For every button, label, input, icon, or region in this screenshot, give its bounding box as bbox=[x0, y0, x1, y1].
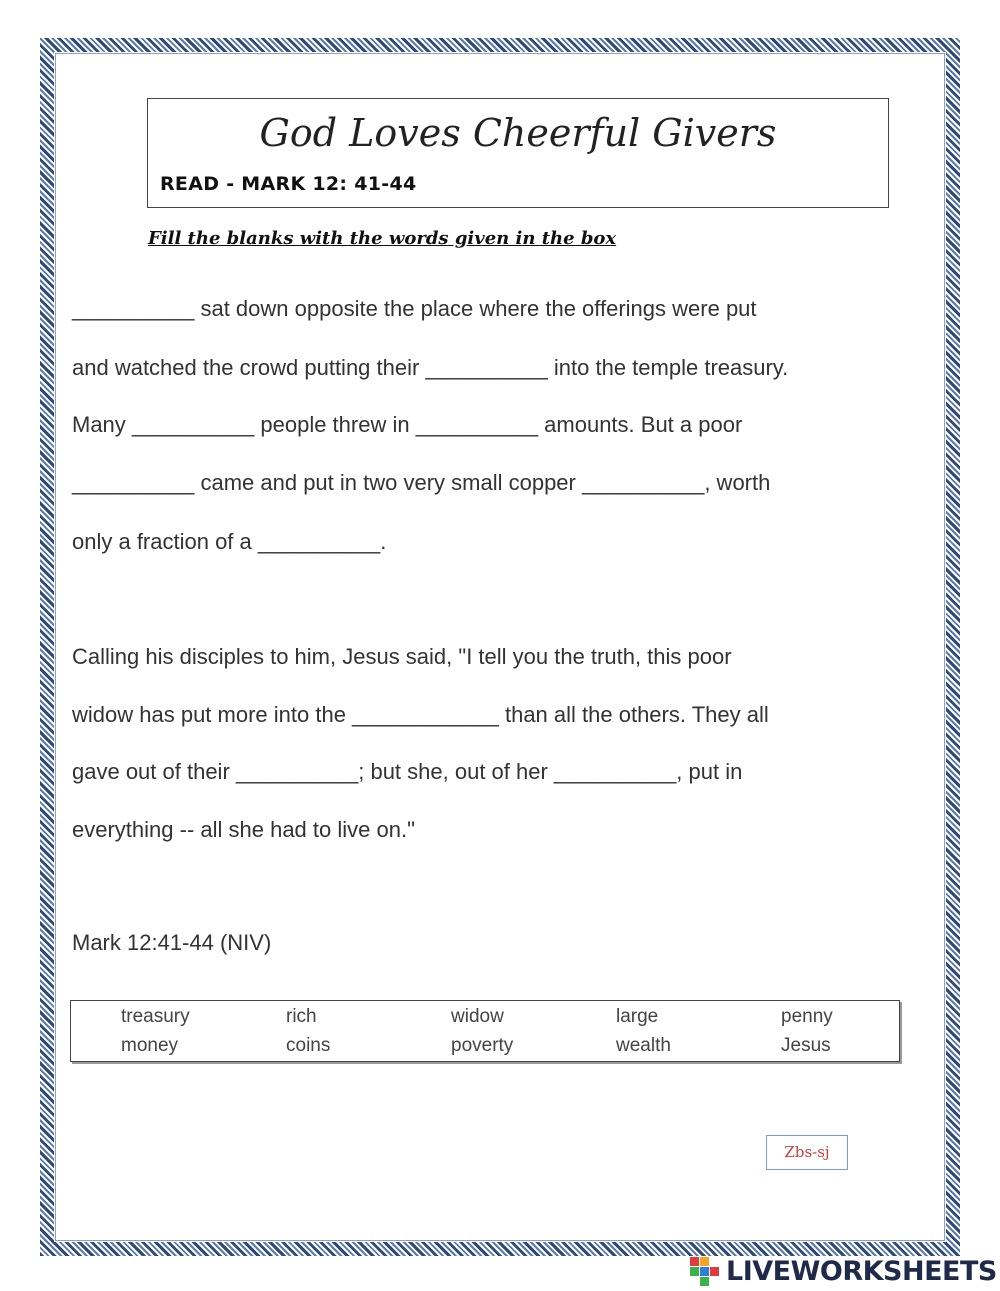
citation: Mark 12:41-44 (NIV) bbox=[72, 930, 272, 955]
word-bank-item: widow bbox=[451, 1006, 504, 1027]
word-bank-item: rich bbox=[286, 1006, 317, 1027]
scripture-reference: READ - MARK 12: 41-44 bbox=[160, 173, 417, 195]
passage-line: __________ sat down opposite the place where the offerings were put bbox=[72, 296, 757, 321]
word-bank-item: wealth bbox=[616, 1035, 671, 1056]
brand-footer[interactable] bbox=[690, 1256, 997, 1286]
passage-line: Calling his disciples to him, Jesus said, "I tell you the truth, this poor bbox=[72, 644, 732, 669]
word-bank-item: large bbox=[616, 1006, 659, 1027]
word-bank-item: poverty bbox=[451, 1035, 514, 1056]
passage-line: and watched the crowd putting their __________ into the temple treasury. bbox=[72, 355, 789, 380]
word-bank-item: treasury bbox=[121, 1006, 190, 1027]
passage-line: widow has put more into the ____________ than all the others. They all bbox=[72, 702, 769, 727]
title-box bbox=[147, 98, 889, 208]
word-bank-item: penny bbox=[781, 1006, 833, 1027]
author-stamp: Zbs-sj bbox=[766, 1135, 848, 1170]
passage-line: only a fraction of a __________. bbox=[72, 529, 387, 554]
passage-line: __________ came and put in two very small copper __________, worth bbox=[72, 470, 771, 495]
word-bank bbox=[70, 1000, 900, 1062]
passage-line: gave out of their __________; but she, out of her __________, put in bbox=[72, 759, 743, 784]
word-bank-item: Jesus bbox=[781, 1035, 831, 1056]
word-bank-item: coins bbox=[286, 1035, 331, 1056]
brand-name: LIVEWORKSHEETS bbox=[726, 1255, 997, 1287]
word-bank-item: money bbox=[121, 1035, 179, 1056]
passage-line: everything -- all she had to live on." bbox=[72, 817, 415, 842]
brand-logo-icon bbox=[690, 1257, 720, 1285]
instruction-text: Fill the blanks with the words given in the box bbox=[148, 228, 617, 249]
passage-line: Many __________ people threw in __________ amounts. But a poor bbox=[72, 412, 743, 437]
worksheet-title: God Loves Cheerful Givers bbox=[259, 111, 777, 155]
